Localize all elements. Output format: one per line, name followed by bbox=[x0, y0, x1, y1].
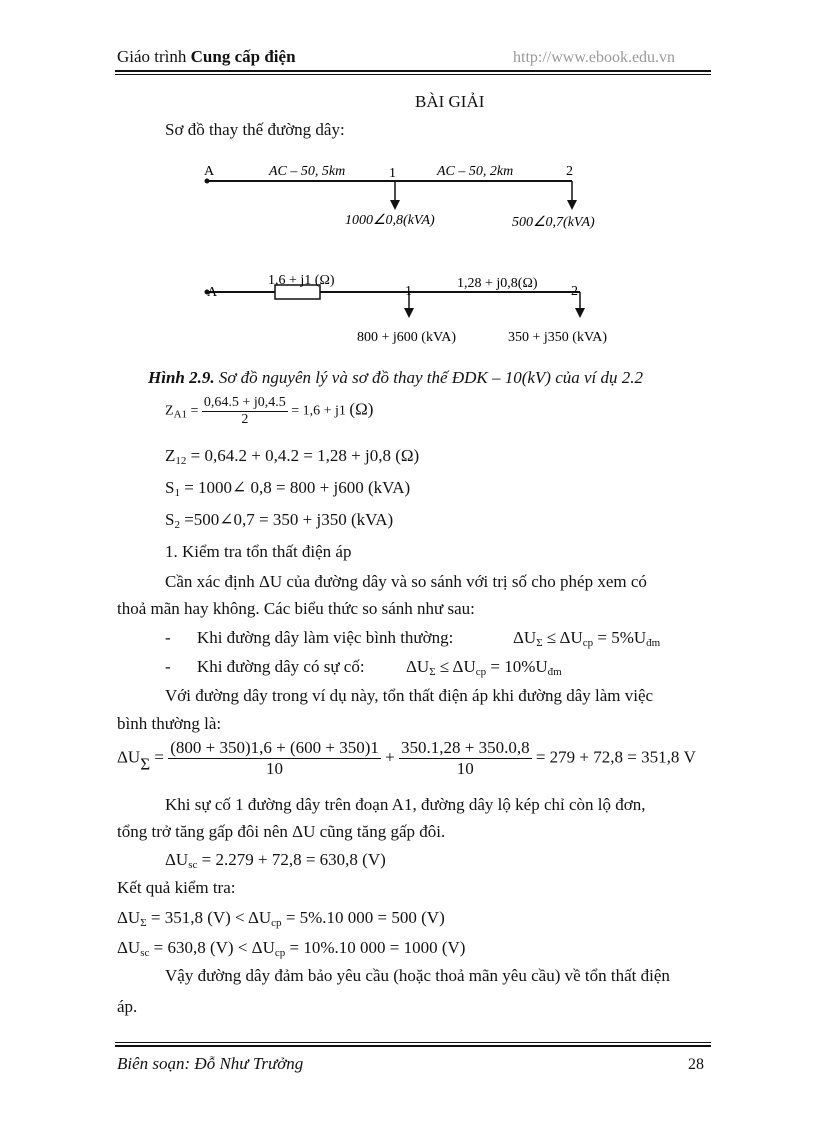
result-label: Kết quả kiểm tra: bbox=[117, 878, 236, 897]
load1-arrow-head bbox=[390, 200, 400, 210]
z12-rhs: = 0,64.2 + 0,4.2 = 1,28 + j0,8 (Ω) bbox=[190, 446, 420, 465]
solution-title: BÀI GIẢI bbox=[415, 92, 485, 111]
paragraph2-line1: Với đường dây trong ví dụ này, tổn thất điện áp khi đường dây làm việc bbox=[165, 686, 654, 705]
equation-s2 bbox=[165, 510, 393, 531]
s1-lhs-sub: 1 bbox=[174, 487, 180, 499]
page-number: 28 bbox=[688, 1056, 704, 1073]
equation-z12 bbox=[165, 446, 419, 467]
header-title bbox=[117, 47, 296, 67]
header-rule-thick bbox=[115, 70, 711, 72]
du-numerator1: (800 + 350)1,6 + (600 + 350)1 bbox=[170, 738, 379, 757]
d1-segment1: AC – 50, 5km bbox=[269, 164, 346, 179]
d1-node-a: A bbox=[204, 164, 215, 179]
d1-segment2: AC – 50, 2km bbox=[437, 164, 514, 179]
za1-rhs: = 1,6 + j1 bbox=[291, 403, 346, 419]
z12-lhs-sub: 12 bbox=[175, 455, 187, 467]
equation-delta-u-fault bbox=[165, 850, 386, 871]
z12-lhs: Z bbox=[165, 446, 176, 465]
bullet-dash: - bbox=[165, 657, 171, 676]
result-sub: Σ bbox=[140, 917, 147, 929]
formula-sub: Σ bbox=[536, 637, 543, 649]
equivalent-circuit-diagram bbox=[195, 270, 635, 350]
formula-part: ≤ ΔU bbox=[435, 657, 476, 676]
result-part: = 351,8 (V) < ΔU bbox=[146, 908, 272, 927]
d2-node-2: 2 bbox=[571, 284, 578, 299]
d2-load2-arrow-head bbox=[575, 308, 585, 318]
result-normal bbox=[117, 908, 445, 929]
paragraph3-line1: Khi sự cố 1 đường dây trên đoạn A1, đường dây lộ kép chỉ còn lộ đơn, bbox=[165, 795, 646, 814]
du-fraction1 bbox=[168, 738, 381, 779]
s1-lhs: S bbox=[165, 478, 175, 497]
bullet-text: Khi đường dây làm việc bình thường: bbox=[196, 628, 454, 647]
paragraph3-line2: tổng trở tăng gấp đôi nên ΔU cũng tăng gấp đôi. bbox=[117, 822, 446, 841]
za1-lhs: Z bbox=[165, 403, 174, 419]
footer-rule-thin bbox=[115, 1042, 711, 1043]
node-a-dot bbox=[205, 179, 210, 184]
d1-load2: 500∠0,7(kVA) bbox=[512, 215, 595, 230]
bullet-fault bbox=[165, 657, 365, 677]
bullet-text: Khi đường dây có sự cố: bbox=[196, 657, 365, 676]
section-heading: 1. Kiểm tra tổn thất điện áp bbox=[165, 542, 352, 561]
result-sub: cp bbox=[274, 947, 286, 959]
du-plus: + bbox=[385, 747, 395, 767]
paragraph1-line1: Cần xác định ΔU của đường dây và so sánh với trị số cho phép xem có bbox=[165, 572, 647, 591]
footer-rule-thick bbox=[115, 1045, 711, 1047]
s1-rhs: = 1000∠ 0,8 = 800 + j600 (kVA) bbox=[184, 478, 411, 497]
d1-load1: 1000∠0,8(kVA) bbox=[345, 213, 435, 228]
header-rule-thin bbox=[115, 74, 711, 75]
formula-sub: cp bbox=[475, 666, 487, 678]
d1-node-2: 2 bbox=[566, 164, 573, 179]
s2-lhs-sub: 2 bbox=[174, 519, 180, 531]
equation-za1: $Z_{A1}$ = $\frac{0,64.5 + j0,4.5}{2}$ = 1,6 + j1 (Ω) bbox=[165, 395, 374, 427]
za1-lhs-sub: A1 bbox=[173, 408, 188, 421]
result-sub: sc bbox=[140, 947, 150, 959]
formula-part: ≤ ΔU bbox=[542, 628, 583, 647]
header-url: http://www.ebook.edu.vn bbox=[513, 49, 676, 66]
bullet-normal bbox=[165, 628, 453, 648]
formula-sub: cp bbox=[582, 637, 594, 649]
equation-s1 bbox=[165, 478, 410, 499]
za1-denominator: 2 bbox=[241, 412, 249, 427]
paragraph4-line1: Vậy đường dây đảm bảo yêu cầu (hoặc thoả mãn yêu cầu) về tổn thất điện bbox=[165, 966, 670, 985]
result-sub: cp bbox=[271, 917, 282, 929]
result-part: ΔU bbox=[117, 938, 141, 957]
dusc-lhs: ΔU bbox=[165, 850, 189, 869]
du-lhs: ΔU bbox=[117, 747, 141, 767]
result-part: = 5%.10 000 = 500 (V) bbox=[281, 908, 445, 927]
paragraph4-line2: áp. bbox=[117, 997, 138, 1016]
equation-delta-u bbox=[117, 738, 696, 779]
formula-part: = 10%U bbox=[486, 657, 548, 676]
result-part: = 10%.10 000 = 1000 (V) bbox=[285, 938, 466, 957]
result-fault bbox=[117, 938, 465, 959]
footer-author: Biên soạn: Đỗ Như Trưởng bbox=[117, 1054, 304, 1073]
figure-caption bbox=[148, 368, 643, 388]
paragraph2-line2: bình thường là: bbox=[117, 714, 222, 733]
d2-impedance2: 1,28 + j0,8(Ω) bbox=[457, 276, 538, 291]
load2-arrow-head bbox=[567, 200, 577, 210]
dusc-rhs: = 2.279 + 72,8 = 630,8 (V) bbox=[197, 850, 386, 869]
dusc-lhs-sub: sc bbox=[188, 859, 198, 871]
za1-numerator: 0,64.5 + j0,4.5 bbox=[203, 395, 286, 410]
bullet-fault-formula bbox=[406, 657, 562, 678]
formula-sub: đm bbox=[646, 637, 661, 649]
formula-sub: đm bbox=[547, 666, 562, 678]
d2-impedance1: 1,6 + j1 (Ω) bbox=[268, 273, 335, 288]
du-rhs: = 279 + 72,8 = 351,8 V bbox=[535, 747, 696, 767]
formula-part: ΔU bbox=[513, 628, 537, 647]
header-course: Giáo trình bbox=[117, 47, 187, 66]
s2-rhs: =500∠0,7 = 350 + j350 (kVA) bbox=[184, 510, 394, 529]
formula-part: ΔU bbox=[406, 657, 430, 676]
paragraph1-line2: thoả mãn hay không. Các biểu thức so sánh như sau: bbox=[117, 599, 475, 618]
intro-text: Sơ đồ thay thế đường dây: bbox=[165, 120, 345, 139]
du-denominator2: 10 bbox=[456, 759, 474, 778]
bullet-dash: - bbox=[165, 628, 171, 647]
d2-load1-arrow-head bbox=[404, 308, 414, 318]
d2-load1: 800 + j600 (kVA) bbox=[357, 330, 457, 345]
du-numerator2: 350.1,28 + 350.0,8 bbox=[400, 738, 530, 757]
du-fraction2 bbox=[399, 738, 532, 779]
za1-fraction bbox=[202, 395, 288, 428]
line-diagram bbox=[195, 158, 635, 233]
formula-sub: Σ bbox=[429, 666, 436, 678]
du-lhs-sub: Σ bbox=[140, 754, 151, 774]
result-part: ΔU bbox=[117, 908, 141, 927]
d2-node-a: A bbox=[207, 285, 218, 300]
caption-label: Hình 2.9. bbox=[148, 368, 215, 387]
s2-lhs: S bbox=[165, 510, 175, 529]
d2-load2: 350 + j350 (kVA) bbox=[508, 330, 608, 345]
du-eq: = bbox=[154, 747, 164, 767]
d1-node-1: 1 bbox=[389, 166, 396, 181]
za1-unit: (Ω) bbox=[349, 399, 374, 419]
bullet-normal-formula bbox=[513, 628, 660, 649]
du-denominator1: 10 bbox=[266, 759, 284, 778]
caption-text: Sơ đồ nguyên lý và sơ đồ thay thế ĐDK – 10(kV) của ví dụ 2.2 bbox=[218, 368, 644, 387]
formula-part: = 5%U bbox=[593, 628, 647, 647]
result-part: = 630,8 (V) < ΔU bbox=[149, 938, 275, 957]
d2-node-1: 1 bbox=[405, 284, 412, 299]
header-subject: Cung cấp điện bbox=[190, 47, 296, 66]
